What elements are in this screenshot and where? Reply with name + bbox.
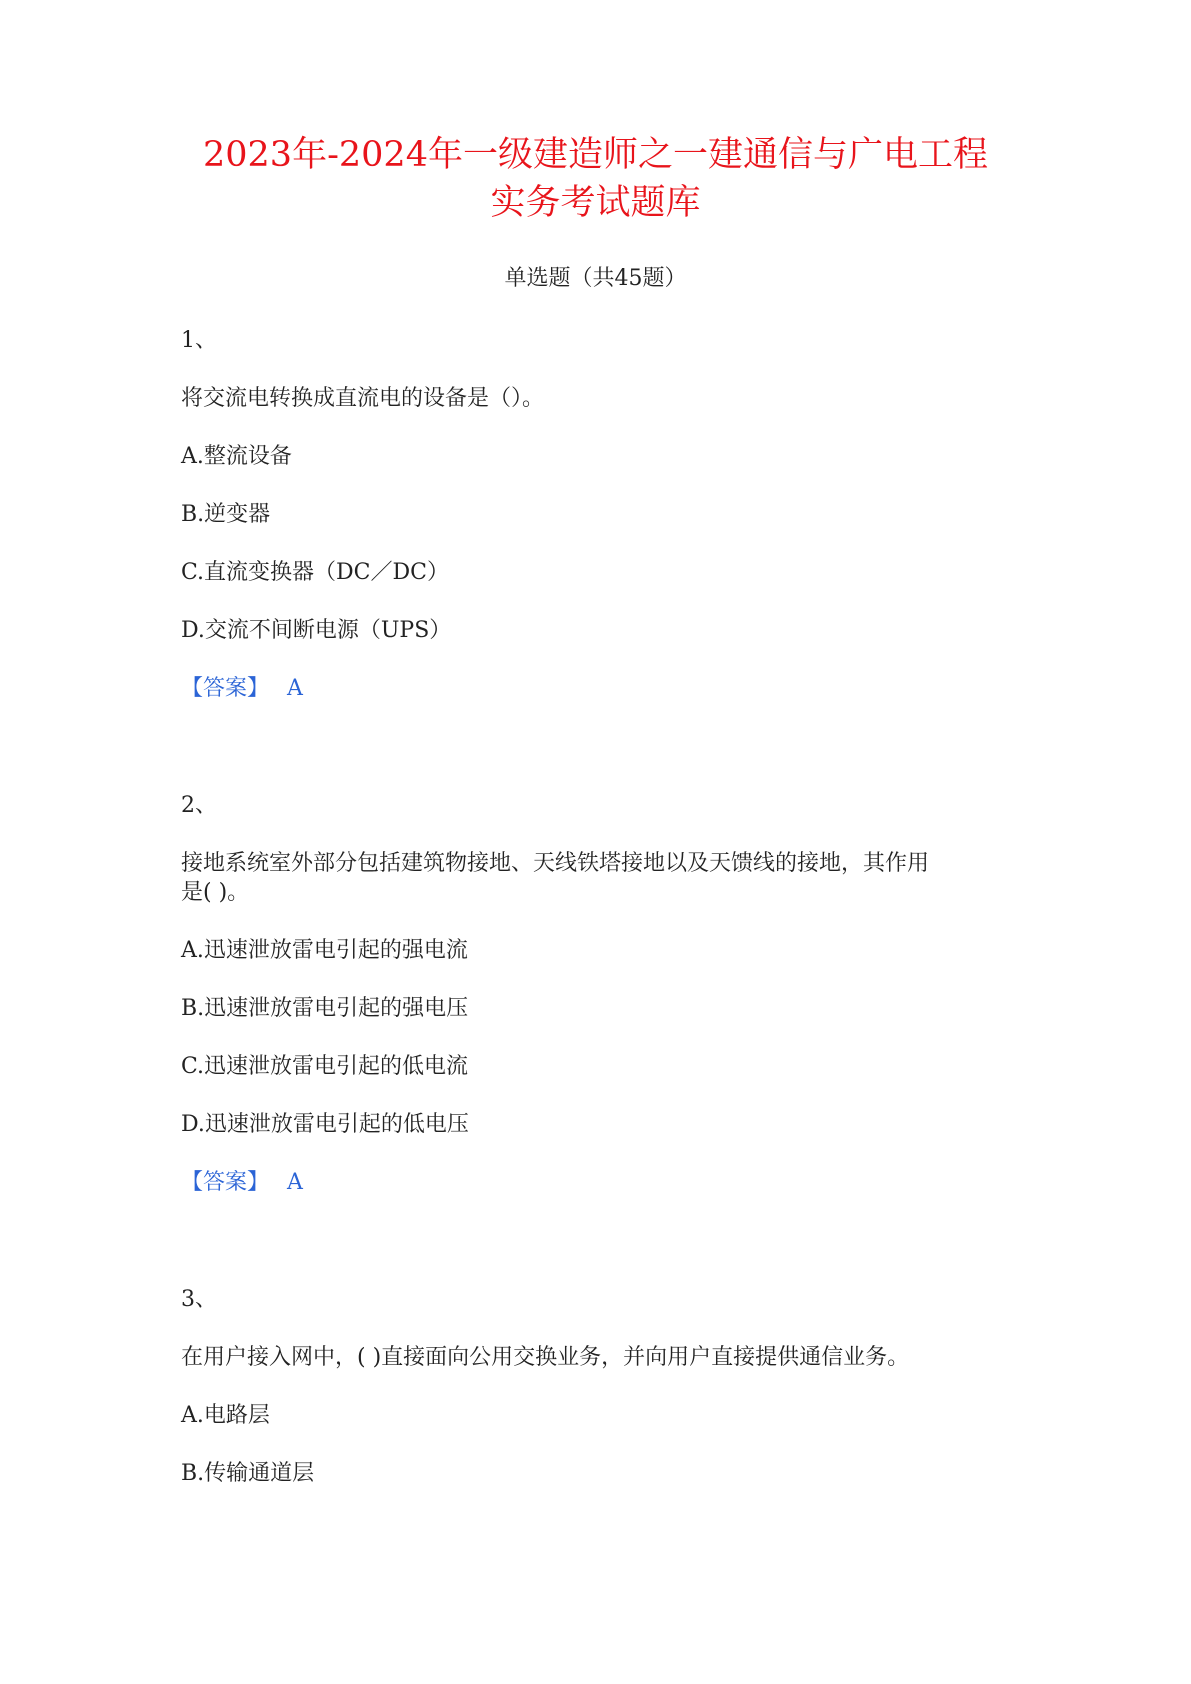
document-title-line-1: 2023年-2024年一级建造师之一建通信与广电工程 (203, 135, 988, 175)
question-1-stem: 将交流电转换成直流电的设备是（）。 (181, 386, 545, 411)
question-2-option-a: A.迅速泄放雷电引起的强电流 (181, 938, 468, 963)
question-1-answer (181, 674, 303, 704)
question-3-stem: 在用户接入网中，( )直接面向公用交换业务，并向用户直接提供通信业务。 (181, 1345, 910, 1370)
answer-label: 【答案】 (181, 676, 270, 701)
question-2-option-c: C.迅速泄放雷电引起的低电流 (181, 1054, 469, 1079)
question-3-option-b: B.传输通道层 (181, 1461, 315, 1486)
question-1-option-c: C.直流变换器（DC／DC） (181, 560, 449, 585)
question-2-answer (181, 1168, 303, 1198)
question-1-option-b: B.逆变器 (181, 502, 271, 527)
question-1-option-a: A.整流设备 (181, 444, 292, 469)
question-2-stem-line-1: 接地系统室外部分包括建筑物接地、天线铁塔接地以及天馈线的接地，其作用 (181, 851, 930, 876)
question-2-option-d: D.迅速泄放雷电引起的低电压 (181, 1112, 469, 1137)
question-2-option-b: B.迅速泄放雷电引起的强电压 (181, 996, 469, 1021)
answer-value: A (287, 1170, 303, 1195)
question-1-option-d: D.交流不间断电源（UPS） (181, 618, 452, 643)
question-2-stem-line-2: 是( )。 (181, 880, 250, 905)
section-heading: 单选题（共45题） (504, 266, 687, 291)
question-3-number: 3、 (181, 1287, 217, 1312)
answer-value: A (287, 676, 303, 701)
question-3-option-a: A.电路层 (181, 1403, 270, 1428)
answer-label: 【答案】 (181, 1170, 270, 1195)
document-title-line-2: 实务考试题库 (490, 183, 701, 223)
question-2-number: 2、 (181, 793, 217, 818)
question-1-number: 1、 (181, 328, 217, 353)
